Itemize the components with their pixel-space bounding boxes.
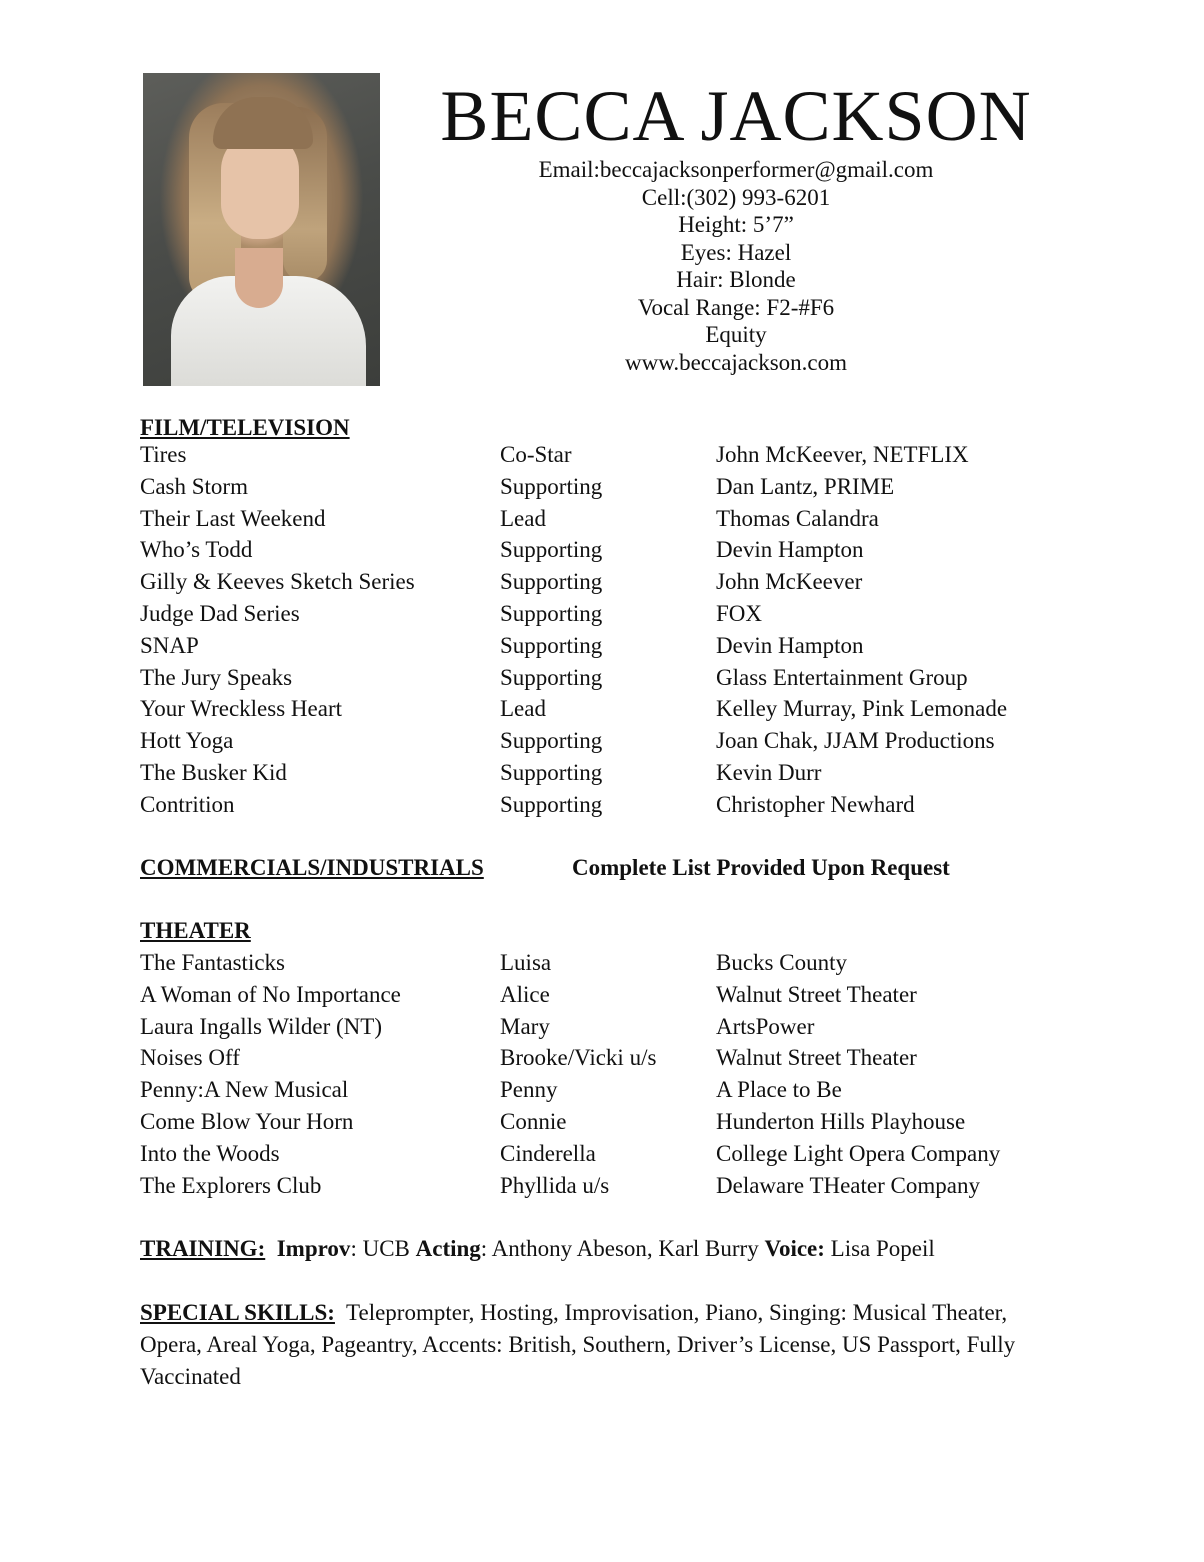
credit-role: Supporting <box>500 569 603 595</box>
table-row <box>140 1076 1100 1108</box>
training-paragraph <box>140 1233 1070 1265</box>
credit-title: Into the Woods <box>140 1140 280 1166</box>
credit-role: Phyllida u/s <box>500 1172 610 1198</box>
credit-role: Supporting <box>500 632 603 658</box>
theater-heading: THEATER <box>140 918 251 943</box>
credit-title: Your Wreckless Heart <box>140 696 342 722</box>
credit-company: Kevin Durr <box>716 759 822 785</box>
credit-role: Lead <box>500 505 546 531</box>
credit-title: The Fantasticks <box>140 950 285 975</box>
table-row <box>140 759 1100 791</box>
credit-role: Supporting <box>500 759 603 785</box>
credit-title: Penny:A New Musical <box>140 1077 349 1103</box>
training-acting-value: : Anthony Abeson, Karl Burry <box>480 1236 765 1261</box>
credit-company: Bucks County <box>716 950 847 975</box>
credit-role: Supporting <box>500 791 603 817</box>
credit-title: A Woman of No Importance <box>140 981 401 1007</box>
table-row <box>140 791 1100 823</box>
credit-title: The Explorers Club <box>140 1172 322 1198</box>
credit-role: Supporting <box>500 473 603 499</box>
credit-role: Mary <box>500 1013 550 1039</box>
contact-eyes: Eyes: Hazel <box>680 239 792 265</box>
contact-website: www.beccajackson.com <box>624 349 848 375</box>
training-acting-label: Acting <box>415 1236 481 1261</box>
theater-credits <box>140 949 1100 1203</box>
credit-company: FOX <box>716 600 763 626</box>
credit-role: Co-Star <box>500 442 572 467</box>
table-row <box>140 441 1100 473</box>
training-heading: TRAINING: <box>140 1236 266 1261</box>
headshot-neck <box>235 248 283 308</box>
contact-block <box>420 156 1052 376</box>
table-row <box>140 1172 1100 1204</box>
performer-name: BECCA JACKSON <box>440 76 1032 156</box>
credit-company: John McKeever, NETFLIX <box>716 442 969 467</box>
commercials-heading: COMMERCIALS/INDUSTRIALS <box>140 855 484 880</box>
credit-company: Dan Lantz, PRIME <box>716 473 895 499</box>
table-row <box>140 727 1100 759</box>
table-row <box>140 536 1100 568</box>
credit-company: ArtsPower <box>716 1013 815 1039</box>
table-row <box>140 1108 1100 1140</box>
credit-company: Walnut Street Theater <box>716 1045 917 1071</box>
contact-height: Height: 5’7” <box>678 212 794 237</box>
table-row <box>140 632 1100 664</box>
credit-role: Supporting <box>500 600 603 626</box>
credit-company: College Light Opera Company <box>716 1140 1001 1166</box>
credit-title: Contrition <box>140 791 235 817</box>
credit-company: Thomas Calandra <box>716 505 879 531</box>
credit-title: Judge Dad Series <box>140 600 300 626</box>
credit-role: Supporting <box>500 537 603 563</box>
headshot-photo <box>143 73 380 386</box>
credit-title: Come Blow Your Horn <box>140 1108 354 1134</box>
credit-role: Luisa <box>500 950 552 975</box>
credit-title: Gilly & Keeves Sketch Series <box>140 569 415 595</box>
skills-heading: SPECIAL SKILLS: <box>140 1300 335 1325</box>
credit-title: The Jury Speaks <box>140 664 293 690</box>
credit-role: Lead <box>500 696 546 722</box>
credit-company: Walnut Street Theater <box>716 981 917 1007</box>
training-improv-value: : UCB <box>350 1236 416 1261</box>
credit-title: Noises Off <box>140 1045 240 1071</box>
credit-title: Who’s Todd <box>140 537 253 563</box>
credit-company: Delaware THeater Company <box>716 1172 980 1198</box>
skills-text: Teleprompter, Hosting, Improvisation, Piano, Singing: Musical Theater, Opera, Areal Yoga, Pageantry, Accents: British, Southern, Driver’s License, US Passport, Fully Vaccinated <box>140 1300 1016 1389</box>
film-credits <box>140 441 1100 823</box>
contact-union: Equity <box>705 322 767 347</box>
credit-role: Supporting <box>500 728 603 754</box>
table-row <box>140 695 1100 727</box>
credit-company: A Place to Be <box>716 1077 842 1103</box>
table-row <box>140 981 1100 1013</box>
table-row <box>140 473 1100 505</box>
credit-company: Hunderton Hills Playhouse <box>716 1108 966 1134</box>
credit-company: Christopher Newhard <box>716 791 915 817</box>
training-voice-value: Lisa Popeil <box>824 1236 935 1261</box>
table-row <box>140 1044 1100 1076</box>
credit-company: Devin Hampton <box>716 537 864 563</box>
credit-company: John McKeever <box>716 569 863 595</box>
credit-title: The Busker Kid <box>140 759 287 785</box>
credit-company: Devin Hampton <box>716 632 864 658</box>
contact-email: Email:beccajacksonperformer@gmail.com <box>538 157 934 182</box>
credit-role: Alice <box>500 981 550 1007</box>
credit-company: Kelley Murray, Pink Lemonade <box>716 696 1008 722</box>
credit-role: Brooke/Vicki u/s <box>500 1045 657 1071</box>
table-row <box>140 505 1100 537</box>
skills-paragraph <box>140 1297 1070 1393</box>
table-row <box>140 600 1100 632</box>
contact-vocal-range: Vocal Range: F2-#F6 <box>637 294 835 320</box>
film-heading: FILM/TELEVISION <box>140 415 350 440</box>
table-row <box>140 949 1100 981</box>
table-row <box>140 1013 1100 1045</box>
credit-title: SNAP <box>140 632 199 658</box>
credit-company: Glass Entertainment Group <box>716 664 968 690</box>
credit-title: Hott Yoga <box>140 728 234 754</box>
credit-role: Penny <box>500 1077 558 1103</box>
credit-role: Supporting <box>500 664 603 690</box>
credit-title: Laura Ingalls Wilder (NT) <box>140 1013 382 1039</box>
table-row <box>140 568 1100 600</box>
commercials-note: Complete List Provided Upon Request <box>572 855 950 880</box>
credit-title: Cash Storm <box>140 473 248 499</box>
credit-role: Connie <box>500 1108 567 1134</box>
credit-company: Joan Chak, JJAM Productions <box>716 728 995 754</box>
training-improv-label: Improv <box>276 1236 351 1261</box>
credit-title: Tires <box>140 442 187 467</box>
credit-role: Cinderella <box>500 1140 596 1166</box>
training-voice-label: Voice: <box>764 1236 825 1261</box>
contact-cell: Cell:(302) 993-6201 <box>641 184 831 210</box>
table-row <box>140 1140 1100 1172</box>
credit-title: Their Last Weekend <box>140 505 326 531</box>
contact-hair: Hair: Blonde <box>676 267 796 292</box>
table-row <box>140 664 1100 696</box>
